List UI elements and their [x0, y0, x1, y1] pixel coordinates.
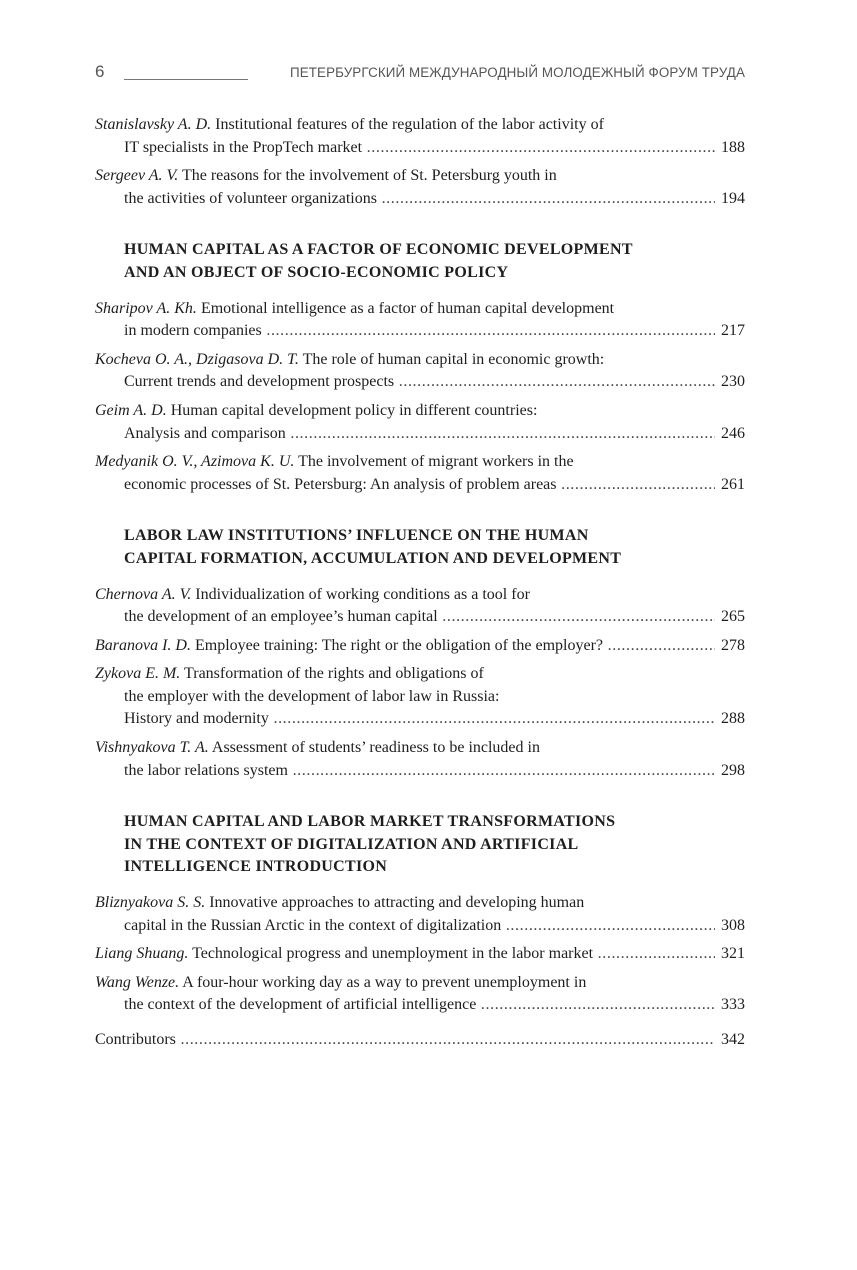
entry-title: Innovative approaches to attracting and developing human — [209, 894, 585, 912]
entry-title: Employee training: The right or the obligation of the employer? — [194, 636, 604, 654]
entry-title-cont: the labor relations system ..... — [124, 762, 745, 779]
section-heading: HUMAN CAPITAL AS A FACTOR OF ECONOMIC DEVELOPMENT AND AN OBJECT OF SOCIO-ECONOMIC POLICY — [124, 241, 633, 281]
entry-title: A four-hour working day as a way to prevent unemployment in — [182, 973, 587, 991]
running-title: ПЕТЕРБУРГСКИЙ МЕЖДУНАРОДНЫЙ МОЛОДЕЖНЫЙ ФОРУМ ТРУДА — [290, 65, 745, 80]
entry-title-cont: the development of an employee’s human capital ..... — [124, 608, 745, 625]
page-number: 6 — [95, 62, 105, 81]
toc-entry — [95, 943, 745, 966]
toc-entry — [95, 635, 745, 658]
entry-title: Transformation of the rights and obligations of — [184, 665, 484, 683]
entry-author: Stanislavsky A. D. — [95, 116, 212, 133]
entry-title-cont: the activities of volunteer organizations ..... — [124, 190, 745, 207]
entry-author: Medyanik O. V., Azimova K. U. — [95, 453, 295, 471]
entry-title-cont: the context of the development of artificial intelligence ..... — [124, 996, 745, 1013]
entry-page: 246 — [715, 423, 745, 446]
section-heading: LABOR LAW INSTITUTIONS’ INFLUENCE ON THE HUMAN CAPITAL FORMATION, ACCUMULATION AND DEVELOPMENT — [124, 527, 622, 567]
toc-entry — [95, 298, 745, 343]
header-rule — [124, 79, 248, 80]
entry-author: Sharipov A. Kh. — [95, 299, 197, 317]
entry-page: 342 — [715, 1029, 745, 1052]
toc-entry-contributors — [95, 1029, 745, 1052]
entry-author: Chernova A. V. — [95, 585, 192, 603]
entry-title-cont: Current trends and development prospects ..... — [124, 373, 745, 390]
entry-page: 188 — [715, 137, 745, 160]
entry-title-cont: History and modernity ..... — [124, 710, 745, 727]
toc-entry — [95, 584, 745, 629]
entry-title-cont: IT specialists in the PropTech market ..... — [124, 139, 745, 156]
toc-entry — [95, 349, 745, 394]
entry-title: Human capital development policy in different countries: — [170, 401, 538, 419]
entry-title: Emotional intelligence as a factor of human capital development — [200, 299, 615, 317]
entry-title: Institutional features of the regulation of the labor activity of — [215, 116, 604, 133]
entry-title-cont: in modern companies ..... — [124, 322, 745, 339]
entry-author: Liang Shuang. — [95, 945, 189, 963]
entry-page: 217 — [715, 320, 745, 343]
entry-title-cont: capital in the Russian Arctic in the context of digitalization ..... — [124, 917, 745, 934]
running-head — [95, 62, 745, 86]
entry-page: 288 — [715, 708, 745, 731]
toc-entry — [95, 892, 745, 937]
entry-title: The reasons for the involvement of St. Petersburg youth in — [181, 167, 557, 185]
toc-entry — [95, 663, 745, 731]
contributors-label: Contributors ..... — [95, 1031, 745, 1048]
entry-title: The involvement of migrant workers in the — [298, 453, 574, 471]
toc-entry — [95, 737, 745, 782]
entry-title: The role of human capital in economic growth: — [302, 350, 605, 368]
entry-page: 261 — [715, 474, 745, 497]
entry-page: 265 — [715, 606, 745, 629]
entry-author: Vishnyakova T. A. — [95, 739, 209, 757]
entry-author: Kocheva O. A., Dzigasova D. T. — [95, 350, 299, 368]
entry-author: Zykova E. M. — [95, 665, 181, 683]
entry-author: Baranova I. D. — [95, 636, 191, 654]
toc-entry — [95, 165, 745, 210]
entry-page: 278 — [715, 635, 745, 658]
entry-title-mid: the employer with the development of labor law in Russia: — [124, 687, 500, 705]
toc-entry — [95, 451, 745, 496]
entry-page: 321 — [715, 943, 745, 966]
toc-entry — [95, 114, 745, 159]
table-of-contents — [95, 114, 745, 1058]
entry-page: 298 — [715, 760, 745, 783]
entry-author: Sergeev A. V. — [95, 167, 179, 185]
entry-page: 230 — [715, 371, 745, 394]
entry-page: 333 — [715, 994, 745, 1017]
entry-page: 308 — [715, 915, 745, 938]
toc-entry — [95, 400, 745, 445]
entry-title: Individualization of working conditions as a tool for — [195, 585, 530, 603]
entry-title-cont: Analysis and comparison ..... — [124, 425, 745, 442]
entry-title-cont: economic processes of St. Petersburg: An analysis of problem areas ..... — [124, 476, 745, 493]
section-heading: HUMAN CAPITAL AND LABOR MARKET TRANSFORMATIONS IN THE CONTEXT OF DIGITALIZATION AND ARTIFICIAL INTELLIGENCE INTRODUCTION — [124, 813, 616, 876]
entry-author: Wang Wenze. — [95, 973, 180, 991]
entry-title: Technological progress and unemployment in the labor market — [192, 945, 594, 963]
entry-page: 194 — [715, 188, 745, 211]
entry-author: Geim A. D. — [95, 401, 167, 419]
toc-entry — [95, 972, 745, 1017]
entry-author: Bliznyakova S. S. — [95, 894, 206, 912]
entry-title: Assessment of students’ readiness to be included in — [211, 739, 540, 757]
